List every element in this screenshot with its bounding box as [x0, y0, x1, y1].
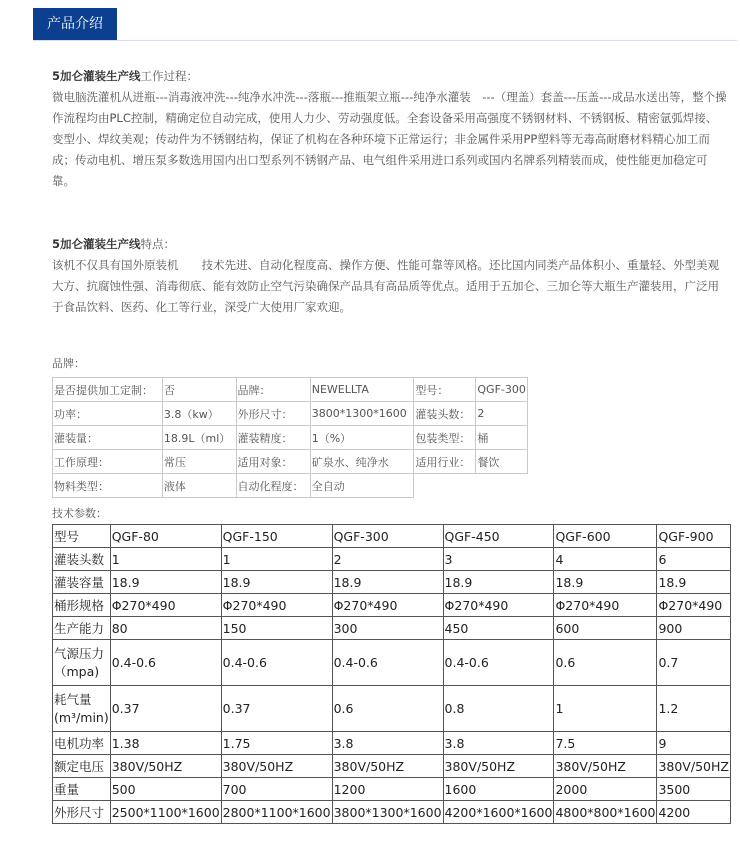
table-cell: Φ270*490 — [657, 594, 731, 617]
table-cell: 0.37 — [110, 686, 221, 732]
table-cell: 功率： — [53, 402, 163, 426]
table-cell: 工作原理： — [53, 450, 163, 474]
table-row — [53, 378, 528, 402]
table-cell: 3800*1300*1600 — [310, 402, 414, 426]
table-cell: 外形尺寸： — [236, 402, 310, 426]
table-row — [53, 686, 731, 732]
process-title-bold: 5加仑灌装生产线 — [52, 69, 141, 83]
table-row — [53, 594, 731, 617]
table-cell: 1 — [221, 548, 332, 571]
table-cell: 包装类型： — [414, 426, 476, 450]
table-cell: 2 — [332, 548, 443, 571]
header-divider — [33, 40, 737, 41]
table-cell: 6 — [657, 548, 731, 571]
table-cell: 1 — [554, 686, 657, 732]
table-cell: 3.8 — [332, 732, 443, 755]
process-section — [52, 66, 728, 192]
table-cell: 600 — [554, 617, 657, 640]
row-label-cell: 重量 — [53, 778, 111, 801]
table-cell: QGF-900 — [657, 525, 731, 548]
table-cell: 自动化程度： — [236, 474, 310, 498]
table-cell: 150 — [221, 617, 332, 640]
table-cell: 3.8 — [443, 732, 554, 755]
table-row — [53, 548, 731, 571]
table-cell: Φ270*490 — [221, 594, 332, 617]
table-cell: 灌装精度： — [236, 426, 310, 450]
product-info-table — [52, 377, 528, 498]
row-label-cell: 额定电压 — [53, 755, 111, 778]
table-cell: 3.8（kw） — [162, 402, 236, 426]
table-cell: 1.38 — [110, 732, 221, 755]
table-row — [53, 571, 731, 594]
table-cell: 18.9 — [221, 571, 332, 594]
row-label-cell: 桶形规格 — [53, 594, 111, 617]
table-cell: Φ270*490 — [443, 594, 554, 617]
table-cell: QGF-300 — [476, 378, 528, 402]
table-cell: 900 — [657, 617, 731, 640]
table-cell: 3800*1300*1600 — [332, 801, 443, 824]
table-cell: 380V/50HZ — [554, 755, 657, 778]
features-title — [52, 234, 728, 255]
table-cell: NEWELLTA — [310, 378, 414, 402]
table-cell: 灌装量： — [53, 426, 163, 450]
row-label-cell: 型号 — [53, 525, 111, 548]
table-cell: 7.5 — [554, 732, 657, 755]
row-label-cell: 灌装头数 — [53, 548, 111, 571]
table-cell: Φ270*490 — [332, 594, 443, 617]
table-cell: QGF-80 — [110, 525, 221, 548]
table-row — [53, 426, 528, 450]
table-cell: 18.9 — [332, 571, 443, 594]
features-paragraph: 该机不仅具有国外原装机 技术先进、自动化程度高、操作方便、性能可靠等风格。还比国内同类产品体积小、重量轻、外型美观大方、抗腐蚀性强、消毒彻底、能有效防止空气污染确保产品具有高品质等优点。适用于五加仑、三加仑等大瓶生产灌装用，广泛用于食品饮料、医药、化工等行业，深受广大使用厂家欢迎。 — [52, 258, 719, 314]
table-cell: 品牌： — [236, 378, 310, 402]
table-cell: 0.6 — [332, 686, 443, 732]
table-cell: 1 — [110, 548, 221, 571]
table-cell: 18.9 — [554, 571, 657, 594]
table-cell: 餐饮 — [476, 450, 528, 474]
table-cell: 1.2 — [657, 686, 731, 732]
tech-params-body — [53, 525, 731, 824]
table-row — [53, 525, 731, 548]
table-cell: 否 — [162, 378, 236, 402]
table-cell: 4800*800*1600 — [554, 801, 657, 824]
table-cell: 500 — [110, 778, 221, 801]
table-cell: 2000 — [554, 778, 657, 801]
table-cell: 3 — [443, 548, 554, 571]
table-cell: 18.9L（ml） — [162, 426, 236, 450]
table-cell: 9 — [657, 732, 731, 755]
table-cell: 18.9 — [657, 571, 731, 594]
table-cell: 2800*1100*1600 — [221, 801, 332, 824]
features-section — [52, 234, 728, 318]
row-label-cell: 气源压力（mpa) — [53, 640, 111, 686]
table-cell: 0.4-0.6 — [443, 640, 554, 686]
row-label-cell: 生产能力 — [53, 617, 111, 640]
table-cell: 0.7 — [657, 640, 731, 686]
table-cell: 全自动 — [310, 474, 414, 498]
table-cell: 3500 — [657, 778, 731, 801]
table-cell: 0.4-0.6 — [221, 640, 332, 686]
table-row — [53, 801, 731, 824]
table-cell: QGF-600 — [554, 525, 657, 548]
table-cell: 2500*1100*1600 — [110, 801, 221, 824]
table-cell: QGF-150 — [221, 525, 332, 548]
table-row — [53, 640, 731, 686]
table-cell: Φ270*490 — [110, 594, 221, 617]
table-row — [53, 732, 731, 755]
row-label-cell: 外形尺寸 — [53, 801, 111, 824]
table-cell: QGF-300 — [332, 525, 443, 548]
table-cell: 700 — [221, 778, 332, 801]
table-cell: 2 — [476, 402, 528, 426]
table-cell: 是否提供加工定制： — [53, 378, 163, 402]
table-cell: 4200 — [657, 801, 731, 824]
table-row — [53, 755, 731, 778]
row-label-cell: 电机功率 — [53, 732, 111, 755]
row-label-cell: 耗气量(m³/min) — [53, 686, 111, 732]
process-title — [52, 66, 728, 87]
table-cell: 80 — [110, 617, 221, 640]
table-row — [53, 402, 528, 426]
tech-caption: 技术参数： — [52, 507, 107, 520]
table-cell: 380V/50HZ — [110, 755, 221, 778]
table-cell: 4200*1600*1600 — [443, 801, 554, 824]
process-title-rest: 工作过程： — [140, 69, 199, 83]
table-cell: 常压 — [162, 450, 236, 474]
info-caption: 品牌： — [52, 357, 85, 370]
table-cell: 380V/50HZ — [443, 755, 554, 778]
table-cell: 物料类型： — [53, 474, 163, 498]
table-cell: 4 — [554, 548, 657, 571]
table-cell: 1200 — [332, 778, 443, 801]
tab-product-intro[interactable]: 产品介绍 — [33, 8, 117, 41]
table-cell: QGF-450 — [443, 525, 554, 548]
table-cell: 300 — [332, 617, 443, 640]
table-cell: 0.8 — [443, 686, 554, 732]
table-cell: Φ270*490 — [554, 594, 657, 617]
table-cell: 1（%） — [310, 426, 414, 450]
table-cell-empty — [476, 474, 528, 498]
table-cell-empty — [414, 474, 476, 498]
table-cell: 380V/50HZ — [332, 755, 443, 778]
table-cell: 矿泉水、纯净水 — [310, 450, 414, 474]
table-row — [53, 450, 528, 474]
table-cell: 桶 — [476, 426, 528, 450]
table-cell: 液体 — [162, 474, 236, 498]
tech-params-table — [52, 524, 731, 824]
table-row — [53, 617, 731, 640]
row-label-cell: 灌装容量 — [53, 571, 111, 594]
table-row — [53, 778, 731, 801]
table-cell: 灌装头数： — [414, 402, 476, 426]
features-title-rest: 特点： — [140, 237, 176, 251]
table-cell: 380V/50HZ — [657, 755, 731, 778]
table-cell: 型号： — [414, 378, 476, 402]
table-cell: 适用对象： — [236, 450, 310, 474]
table-cell: 450 — [443, 617, 554, 640]
table-cell: 18.9 — [110, 571, 221, 594]
features-title-bold: 5加仑灌装生产线 — [52, 237, 141, 251]
table-cell: 适用行业： — [414, 450, 476, 474]
table-cell: 0.4-0.6 — [110, 640, 221, 686]
table-cell: 380V/50HZ — [221, 755, 332, 778]
table-cell: 1.75 — [221, 732, 332, 755]
process-paragraph: 微电脑洗灌机从进瓶---消毒液冲洗---纯净水冲洗---落瓶---推瓶架立瓶---纯净水灌装 ---（理盖）套盖---压盖---成品水送出等，整个操作流程均由PLC控制，精确定位自动完成，使用人力少、劳动强度低。全套设备采用高强度不锈钢材料、不锈钢板、精密氩弧焊接、变型小、焊纹美观；传动件为不锈钢结构，保证了机构在各种环境下正常运行；非金属件采用PP塑料等无毒高耐磨材料精心加工而成；传动电机、增压泵多数选用国内出口型系列不锈钢产品、电气组件采用进口系列或国内名牌系列精装而成，使性能更加稳定可靠。 — [52, 90, 727, 188]
table-cell: 1600 — [443, 778, 554, 801]
table-cell: 18.9 — [443, 571, 554, 594]
table-cell: 0.6 — [554, 640, 657, 686]
table-cell: 0.4-0.6 — [332, 640, 443, 686]
table-cell: 0.37 — [221, 686, 332, 732]
table-row — [53, 474, 528, 498]
